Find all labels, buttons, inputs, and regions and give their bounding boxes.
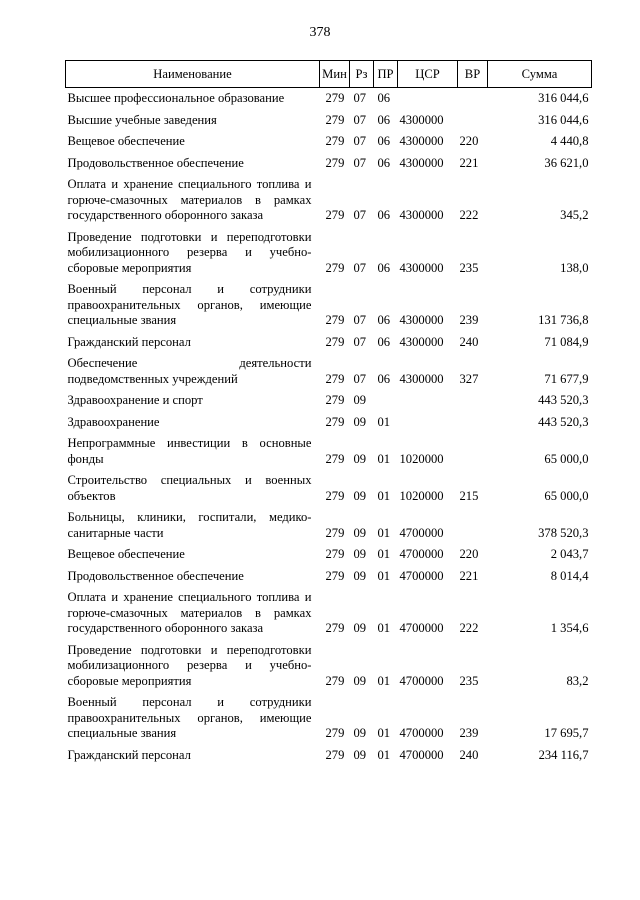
cell-pr: 06 [377,334,391,349]
table-row [66,227,592,280]
table-row [66,587,592,640]
cell-min: 279 [325,112,345,127]
cell-min: 279 [325,313,345,327]
cell-vr: 239 [459,726,479,740]
header-sum: Сумма [488,61,592,88]
cell-min: 279 [325,451,345,466]
cell-pr: 06 [377,91,391,105]
cell-pr: 01 [377,488,391,503]
cell-min: 279 [325,371,345,386]
cell-pr: 06 [377,260,391,275]
cell-rz: 07 [353,208,367,222]
cell-sum: 71 677,9 [544,371,589,386]
cell-name: Высшее профессиональное образование [67,91,285,105]
cell-csr: 1020000 [399,488,444,503]
cell-vr [458,507,488,544]
table-row [66,88,592,110]
cell-csr: 4300000 [399,112,444,127]
cell-rz: 09 [353,414,367,429]
cell-sum: 1 354,6 [550,621,589,635]
cell-csr: 4700000 [399,568,444,583]
cell-sum: 138,0 [560,260,589,275]
cell-name: Гражданский персонал [67,747,191,762]
cell-csr: 4700000 [399,547,444,561]
table-row [66,692,592,745]
cell-pr: 01 [377,547,391,561]
cell-csr: 4700000 [399,525,444,540]
cell-rz: 09 [353,673,367,688]
table-row [66,390,592,412]
cell-sum: 234 116,7 [538,747,589,762]
table-row [66,566,592,588]
cell-min: 279 [325,488,345,503]
cell-sum: 316 044,6 [538,112,589,127]
cell-sum: 8 014,4 [550,568,589,583]
cell-sum: 65 000,0 [544,451,589,466]
cell-vr [458,412,488,434]
cell-pr: 06 [377,313,391,327]
cell-csr [398,88,458,110]
cell-pr: 01 [377,726,391,740]
cell-vr: 240 [459,334,479,349]
cell-vr: 220 [459,547,479,561]
cell-name: Обеспечение деятельности подведомственных учреждений [67,356,312,386]
cell-sum: 131 736,8 [538,313,589,327]
cell-vr: 220 [459,134,479,148]
table-row [66,507,592,544]
cell-name: Больницы, клиники, госпитали, медико-санитарные части [67,510,312,540]
cell-vr: 221 [459,155,479,170]
cell-name: Военный персонал и сотрудники правоохранительных органов, имеющие специальные звания [67,282,312,327]
cell-rz: 09 [353,393,367,407]
cell-name: Проведение подготовки и переподготовки мобилизационного резерва и учебно-сборовые мероприятия [67,642,312,688]
cell-pr: 06 [377,112,391,127]
table-row [66,279,592,332]
cell-vr: 235 [459,260,479,275]
cell-rz: 07 [353,334,367,349]
cell-name: Продовольственное обеспечение [67,568,244,583]
cell-name: Непрограммные инвестиции в основные фонды [67,436,312,466]
cell-sum: 4 440,8 [550,134,589,148]
cell-csr: 4700000 [399,747,444,762]
cell-csr: 4300000 [399,155,444,170]
header-min: Мин [320,61,350,88]
cell-rz: 07 [353,155,367,170]
cell-sum: 36 621,0 [544,155,589,170]
cell-csr: 4700000 [399,726,444,740]
cell-sum: 2 043,7 [550,547,589,561]
cell-rz: 09 [353,547,367,561]
cell-rz: 09 [353,747,367,762]
table-row [66,544,592,566]
table-row [66,640,592,693]
cell-rz: 07 [353,91,367,105]
cell-csr [398,390,458,412]
cell-vr [458,110,488,132]
cell-min: 279 [325,747,345,762]
table-row [66,131,592,153]
cell-vr: 327 [459,371,479,386]
table-row [66,353,592,390]
cell-name: Вещевое обеспечение [67,134,185,148]
cell-vr: 235 [459,673,479,688]
cell-rz: 07 [353,134,367,148]
cell-vr: 240 [459,747,479,762]
table-body [66,88,592,767]
cell-vr [458,390,488,412]
table-row [66,745,592,767]
cell-name: Вещевое обеспечение [67,547,185,561]
cell-pr: 06 [377,208,391,222]
cell-name: Оплата и хранение специального топлива и горюче-смазочных материалов в рамках государственного оборонного заказа [67,177,312,222]
cell-rz: 09 [353,621,367,635]
cell-vr [458,433,488,470]
cell-csr: 4700000 [399,621,444,635]
header-rz: Рз [350,61,374,88]
header-pr: ПР [374,61,398,88]
cell-name: Военный персонал и сотрудники правоохранительных органов, имеющие специальные звания [67,695,312,740]
cell-min: 279 [325,134,345,148]
cell-rz: 07 [353,313,367,327]
cell-pr: 06 [377,134,391,148]
cell-sum: 71 084,9 [544,334,589,349]
cell-sum: 443 520,3 [538,414,589,429]
cell-csr [398,412,458,434]
cell-pr: 01 [377,568,391,583]
cell-name: Здравоохранение и спорт [67,393,203,407]
cell-rz: 09 [353,568,367,583]
cell-vr: 222 [459,208,479,222]
cell-sum: 83,2 [566,673,589,688]
cell-min: 279 [325,334,345,349]
cell-min: 279 [325,393,345,407]
cell-min: 279 [325,91,345,105]
table-row [66,332,592,354]
cell-min: 279 [325,547,345,561]
cell-name: Оплата и хранение специального топлива и горюче-смазочных материалов в рамках государственного оборонного заказа [67,590,312,635]
cell-min: 279 [325,414,345,429]
table-row [66,470,592,507]
cell-name: Здравоохранение [67,414,160,429]
cell-name: Продовольственное обеспечение [67,155,244,170]
cell-min: 279 [325,208,345,222]
cell-sum: 65 000,0 [544,488,589,503]
cell-name: Гражданский персонал [67,334,191,349]
cell-sum: 316 044,6 [538,91,589,105]
cell-min: 279 [325,568,345,583]
cell-name: Проведение подготовки и переподготовки мобилизационного резерва и учебно-сборовые мероприятия [67,229,312,275]
cell-vr [458,88,488,110]
cell-min: 279 [325,673,345,688]
cell-rz: 07 [353,260,367,275]
cell-csr: 1020000 [399,451,444,466]
page-number: 378 [309,25,331,40]
cell-rz: 09 [353,525,367,540]
cell-csr: 4300000 [399,371,444,386]
cell-sum: 378 520,3 [538,525,589,540]
cell-pr: 06 [377,155,391,170]
cell-csr: 4300000 [399,334,444,349]
cell-pr: 01 [377,525,391,540]
cell-pr: 01 [377,414,391,429]
cell-rz: 07 [353,371,367,386]
cell-vr: 221 [459,568,479,583]
cell-sum: 345,2 [560,208,589,222]
cell-rz: 07 [353,112,367,127]
table-row [66,412,592,434]
cell-name: Строительство специальных и военных объектов [67,473,312,503]
cell-min: 279 [325,525,345,540]
table-row [66,433,592,470]
table-row [66,110,592,132]
cell-min: 279 [325,155,345,170]
cell-rz: 09 [353,451,367,466]
cell-vr: 239 [459,313,479,327]
table-row [66,153,592,175]
cell-pr: 01 [377,747,391,762]
cell-csr: 4300000 [399,208,444,222]
cell-csr: 4700000 [399,673,444,688]
cell-rz: 09 [353,726,367,740]
cell-vr: 215 [459,488,479,503]
cell-csr: 4300000 [399,313,444,327]
cell-pr: 06 [377,371,391,386]
cell-sum: 443 520,3 [538,393,589,407]
cell-pr: 01 [377,451,391,466]
table-header [66,61,592,88]
cell-csr: 4300000 [399,134,444,148]
cell-name: Высшие учебные заведения [67,112,217,127]
cell-pr: 01 [377,673,391,688]
table-row [66,174,592,227]
cell-min: 279 [325,621,345,635]
header-vr: ВР [458,61,488,88]
cell-min: 279 [325,726,345,740]
cell-pr: 01 [377,621,391,635]
cell-pr [374,390,398,412]
cell-vr: 222 [459,621,479,635]
budget-table [65,60,592,766]
header-csr: ЦСР [398,61,458,88]
cell-rz: 09 [353,488,367,503]
cell-sum: 17 695,7 [544,726,589,740]
header-name: Наименование [66,61,320,88]
cell-min: 279 [325,260,345,275]
cell-csr: 4300000 [399,260,444,275]
